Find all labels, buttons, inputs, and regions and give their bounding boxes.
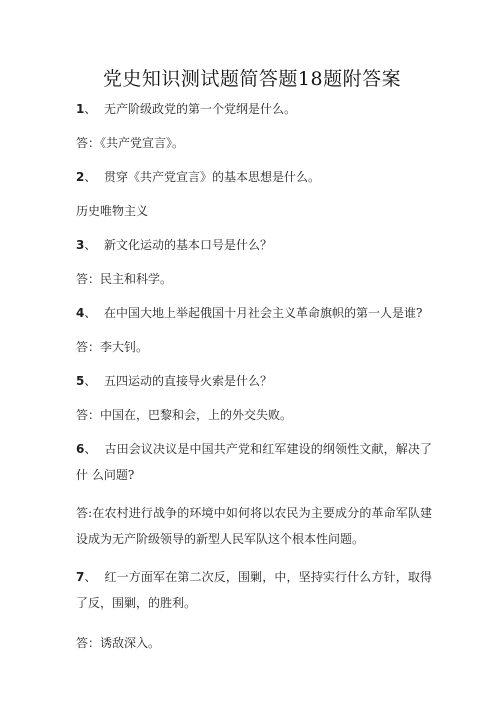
answer-2: 历史唯物主义 [76, 204, 149, 218]
question-separator: 、 [84, 570, 97, 584]
question-1 [76, 96, 436, 122]
question-number: 4 [76, 306, 85, 320]
document-title: 党史知识测试题简答题18题附答案 [102, 68, 402, 90]
question-7 [76, 564, 432, 616]
question-text: 贯穿《共产党宣言》的基本思想是什么。 [104, 170, 321, 184]
question-6 [76, 436, 432, 488]
question-2 [76, 164, 436, 190]
answer-6: 答:在农村进行战争的环境中如何将以农民为主要成分的革命军队建 设成为无产阶级领导的新型人民军队这个根本性问题。 [76, 506, 432, 546]
question-text: 红一方面军在第二次反，围剿，中，坚持实行什么方针，取得了反，围剿，的胜利。 [76, 570, 432, 610]
question-text: 古田会议决议是中国共产党和红军建设的纲领性文献，解决了什 么问题? [76, 442, 432, 482]
question-separator: 、 [84, 238, 97, 252]
question-number: 6 [76, 442, 85, 456]
answer-5: 答：中国在，巴黎和会，上的外交失败。 [76, 408, 293, 422]
question-number: 7 [76, 570, 85, 584]
question-separator: 、 [84, 306, 97, 320]
question-text: 无产阶级政党的第一个党纲是什么。 [104, 102, 297, 116]
question-text: 新文化运动的基本口号是什么？ [104, 238, 273, 252]
question-number: 3 [76, 238, 85, 252]
answer-1: 答：《共产党宣言》。 [76, 136, 185, 150]
question-3 [76, 232, 436, 258]
question-separator: 、 [84, 374, 97, 388]
question-separator: 、 [84, 102, 97, 116]
question-number: 1 [76, 102, 85, 116]
question-5 [76, 368, 436, 394]
question-number: 2 [76, 170, 85, 184]
answer-3: 答：民主和科学。 [76, 272, 173, 286]
question-separator: 、 [84, 170, 97, 184]
answer-4: 答：李大钊。 [76, 340, 149, 354]
question-text: 五四运动的直接导火索是什么？ [104, 374, 273, 388]
question-text: 在中国大地上举起俄国十月社会主义革命旗帜的第一人是谁? [104, 306, 423, 320]
answer-7: 答：诱敌深入。 [76, 636, 161, 650]
question-separator: 、 [84, 442, 97, 456]
question-number: 5 [76, 374, 85, 388]
question-4 [76, 300, 436, 326]
